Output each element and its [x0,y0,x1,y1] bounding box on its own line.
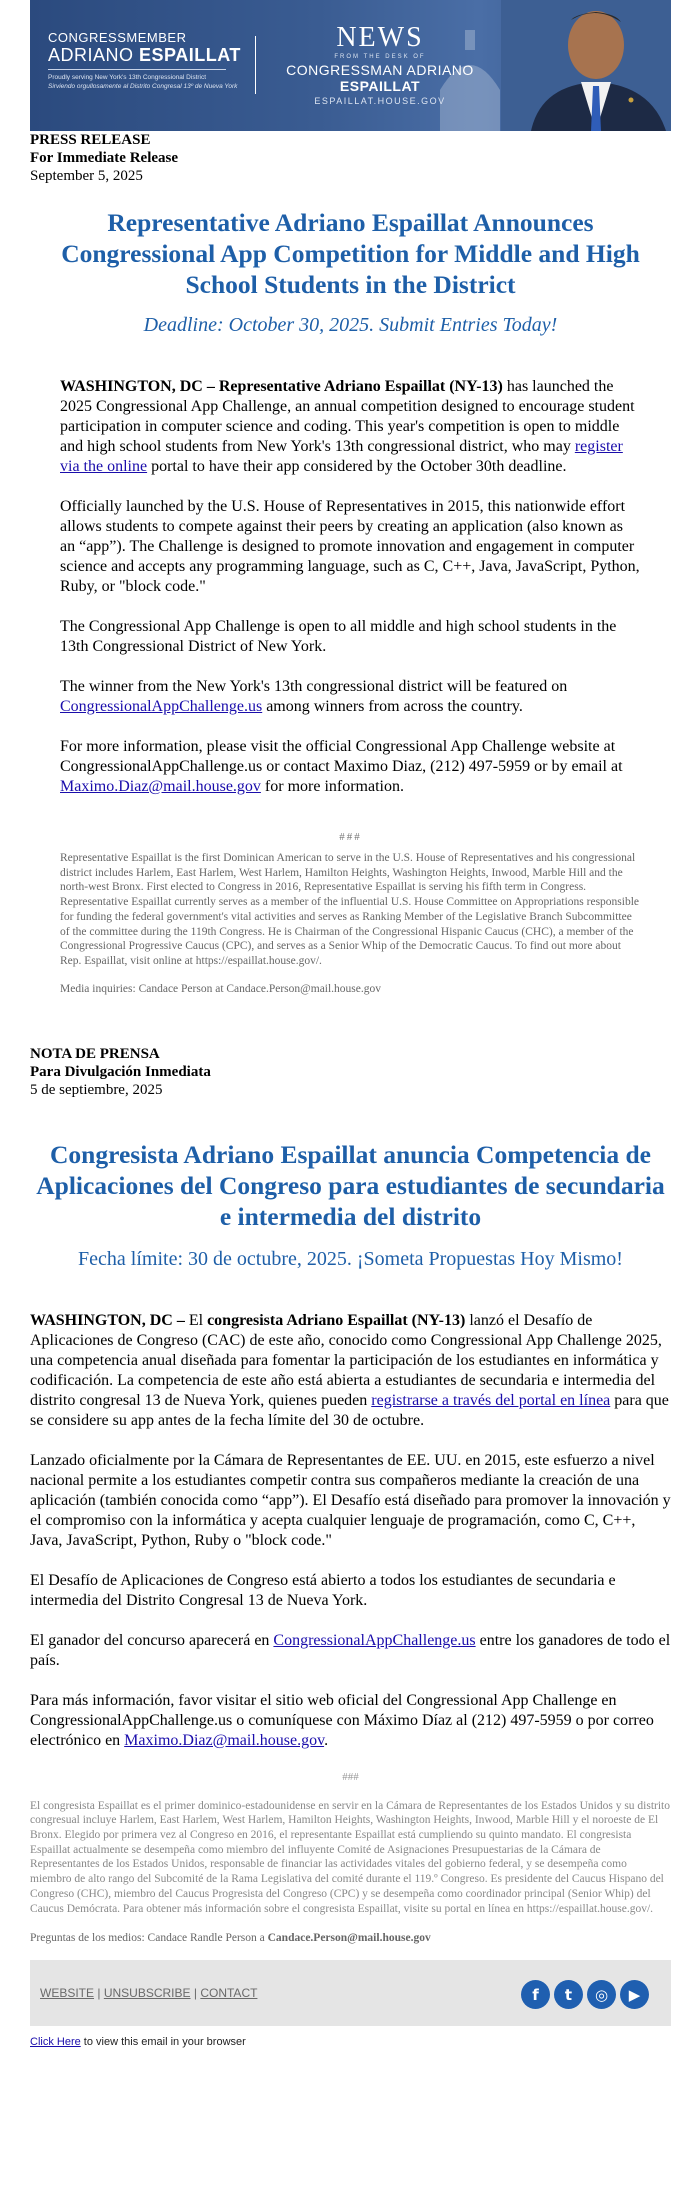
twitter-icon[interactable]: t [554,1980,583,2009]
p1-mid-es: El [184,1311,208,1329]
headline-es: Congresista Adriano Espaillat anuncia Competencia de Aplicaciones del Congreso para estudiantes de secundaria e intermedia del distrito [36,1139,665,1231]
logo-last-name: ESPAILLAT [139,45,241,65]
banner-divider [255,36,256,94]
separator-es: ### [342,1770,359,1783]
body-es [30,1311,671,1751]
footer-unsubscribe-link[interactable]: UNSUBSCRIBE [103,1986,191,2001]
paragraph-3-en: The Congressional App Challenge is open to all middle and high school students in the 13th Congressional District of New York. [60,618,617,655]
deadline-en: Deadline: October 30, 2025. Submit Entries Today! [143,314,558,336]
media-prefix-es: Preguntas de los medios: Candace Randle Person a [30,1932,268,1945]
logo-name [48,45,248,65]
p4-start-en: The winner from the New York's 13th congressional district will be featured on [60,678,568,695]
footer-website-link[interactable]: WEBSITE [40,1986,95,2001]
click-here-link[interactable]: Click Here [30,2036,81,2049]
logo-congressmember: CONGRESSMEMBER [48,30,187,45]
view-in-browser [30,2036,671,2048]
congressman-prefix: CONGRESSMAN ADRIANO [286,62,474,78]
congressmember-logo [48,30,248,91]
p5-start-es: Para más información, favor visitar el sitio web oficial del Congressional App Challenge en CongressionalAppChallenge.us o comuníquese con Máximo Díaz al (212) 497-5959 o por correo electrónico en [30,1691,654,1749]
paragraph-1-es [30,1311,671,1431]
header-banner [30,0,671,131]
instagram-icon[interactable]: ◎ [587,1980,616,2009]
p1-text-es: lanzó el Desafío de Aplicaciones de Congreso (CAC) de este año, conocido como Congressional App Challenge 2025, una competencia anual diseñada para fomentar la participación de los estudiantes en informática y codificación. La competencia de este año está abierta a estudiantes de secundaria e intermedia del distrito congresal 13 de Nueva York, quienes pueden [30,1311,662,1409]
congressman-last: ESPAILLAT [339,78,421,94]
congressman-photo [501,0,671,131]
paragraph-4-es [30,1631,671,1671]
headline-en: Representative Adriano Espaillat Announces Congressional App Competition for Middle and High School Students in the District [61,208,640,299]
p1-end-es: para que se considere su app antes de la fecha límite del 30 de octubre. [30,1391,669,1429]
paragraph-1-en [60,377,641,477]
p4-end-es: entre los ganadores de todo el país. [30,1631,671,1669]
footer-pipe-2: | [193,1986,197,2001]
register-link-en[interactable]: register via the online [60,438,623,475]
email-container [30,0,671,2048]
dateline-es: WASHINGTON, DC – [30,1311,185,1329]
social-icons [521,1980,649,2009]
release-date: September 5, 2025 [30,168,143,184]
p5-start-en: For more information, please visit the official Congressional App Challenge website at CongressionalAppChallenge.us or contact Maximo Diaz, (212) 497-5959 or by email at [60,738,623,775]
email-link-en[interactable]: Maximo.Diaz@mail.house.gov [60,778,261,795]
paragraph-3-es: El Desafío de Aplicaciones de Congreso está abierto a todos los estudiantes de secundaria e intermedia del Distrito Congresal 13 de Nueva York. [30,1571,616,1609]
divulgacion-label: Para Divulgación Inmediata [30,1063,211,1080]
nota-label: NOTA DE PRENSA [30,1045,160,1062]
news-title: NEWS [336,22,424,53]
youtube-icon[interactable]: ▶ [620,1980,649,2009]
p5-end-es: . [324,1731,329,1749]
congressman-name [280,62,480,94]
paragraph-2-es: Lanzado oficialmente por la Cámara de Representantes de EE. UU. en 2015, este esfuerzo a nivel nacional permite a los estudiantes competir contra sus compañeros mediante la creación de una aplicación (también conocida como “app”). El Desafío está diseñado para promover la innovación y el compromiso con la informática y acepta cualquier lenguaje de programación, como C, C++, Java, JavaScript, Python, Ruby o "block code." [30,1451,671,1549]
from-desk-label: FROM THE DESK OF [334,54,426,60]
paragraph-2-en: Officially launched by the U.S. House of Representatives in 2015, this nationwide effort allows students to compete against their peers by creating an application (also known as an “app”). The Challenge is designed to promote innovation and engagement in computer science and accepts any programming language, such as C, C++, Java, JavaScript, Python, Ruby, or "block code." [60,498,640,595]
dateline-en: WASHINGTON, DC – Representative Adriano Espaillat (NY-13) [60,378,503,395]
nota-de-prensa-header [30,1045,671,1099]
media-inquiries-es [30,1932,671,1944]
logo-tagline-en: Proudly serving New York's 13th Congressional District [48,74,207,81]
footer-contact-link[interactable]: CONTACT [200,1986,258,2001]
paragraph-4-en [60,677,641,717]
view-in-browser-text: to view this email in your browser [80,2036,246,2049]
app-challenge-link-en[interactable]: CongressionalAppChallenge.us [60,698,263,715]
p1-text-en: has launched the 2025 Congressional App Challenge, an annual competition designed to encourage student participation in computer science and coding. This year's competition is open to middle and high school students from New York's 13th congressional district, who may [60,378,635,455]
app-challenge-link-es[interactable]: CongressionalAppChallenge.us [273,1631,476,1649]
boilerplate-en: Representative Espaillat is the first Dominican American to serve in the U.S. House of Representatives and his congressional district includes Harlem, East Harlem, West Harlem, Hamilton Heights, Washington Heights, Inwood, Marble Hill and the north-west Bronx. First elected to Congress in 2016, Representative Espaillat is serving his fifth term in Congress. Representative Espaillat currently serves as a member of the influential U.S. House Committee on Appropriations responsible for funding the federal government's vital activities and serves as Ranking Member of the Legislative Branch Subcommittee of the committee during the 119th Congress. He is Chairman of the Congressional Hispanic Caucus (CHC), a member of the Congressional Progressive Caucus (CPC), and serves as a Senior Whip of the Democratic Caucus. To find out more about Rep. Espaillat, visit online at https://espaillat.house.gov/. [60,852,640,967]
footer-bar [30,1960,671,2026]
email-link-es[interactable]: Maximo.Diaz@mail.house.gov [124,1731,325,1749]
website-label: ESPAILLAT.HOUSE.GOV [314,96,446,106]
p1-end-en: portal to have their app considered by the October 30th deadline. [147,458,567,475]
logo-first-name: ADRIANO [48,45,134,65]
p5-end-en: for more information. [260,778,404,795]
news-masthead [280,22,480,106]
register-link-es[interactable]: registrarse a través del portal en línea [371,1391,611,1409]
footer-pipe-1: | [97,1986,101,2001]
media-email-es: Candace.Person@mail.house.gov [267,1932,431,1945]
paragraph-5-en [60,737,641,797]
p4-end-en: among winners from across the country. [262,698,523,715]
boilerplate-es: El congresista Espaillat es el primer dominico-estadounidense en servir en la Cámara de Representantes de los Estados Unidos y su distrito congresual incluye Harlem, East Harlem, West Harlem, Hamilton Heights, Washington Heights, Inwood, Marble Hill y el noroeste de El Bronx. Elegido por primera vez al Congreso en 2016, el representante Espaillat está cumpliendo su quinto mandato. El congresista Espaillat actualmente se desempeña como miembro del influyente Comité de Asignaciones Presupuestarias de la Cámara de Representantes de los Estados Unidos, responsable de financiar las actividades vitales del gobierno federal, y se desempeña como miembro de alto rango del Subcomité de la Rama Legislativa del comité durante el 119.º Congreso. Es presidente del Caucus Hispano del Congreso (CHC), miembro del Caucus Progresista del Congreso (CPC) y se desempeña como coordinador principal (Senior Whip) del Caucus Demócrata. Para obtener más información sobre el congresista Espaillat, visite su portal en línea en https://espaillat.house.gov/. [30,1799,671,1915]
footer-links [40,1986,257,2000]
body-en [30,377,671,797]
paragraph-5-es [30,1691,671,1751]
separator-en: ### [339,831,362,843]
press-release-label: PRESS RELEASE [30,132,151,148]
logo-tagline-es: Sirviendo orgullosamente al Distrito Congresal 13º de Nueva York [48,83,238,90]
deadline-es: Fecha límite: 30 de octubre, 2025. ¡Someta Propuestas Hoy Mismo! [78,1247,623,1270]
facebook-icon[interactable]: f [521,1980,550,2009]
p4-start-es: El ganador del concurso aparecerá en [30,1631,274,1649]
fecha-es: 5 de septiembre, 2025 [30,1081,163,1098]
logo-rule [48,69,226,70]
media-inquiries-en: Media inquiries: Candace Person at Candace.Person@mail.house.gov [60,982,382,995]
press-release-header [30,131,671,185]
congresista-name-es: congresista Adriano Espaillat (NY-13) [207,1311,466,1329]
immediate-release-label: For Immediate Release [30,150,179,166]
